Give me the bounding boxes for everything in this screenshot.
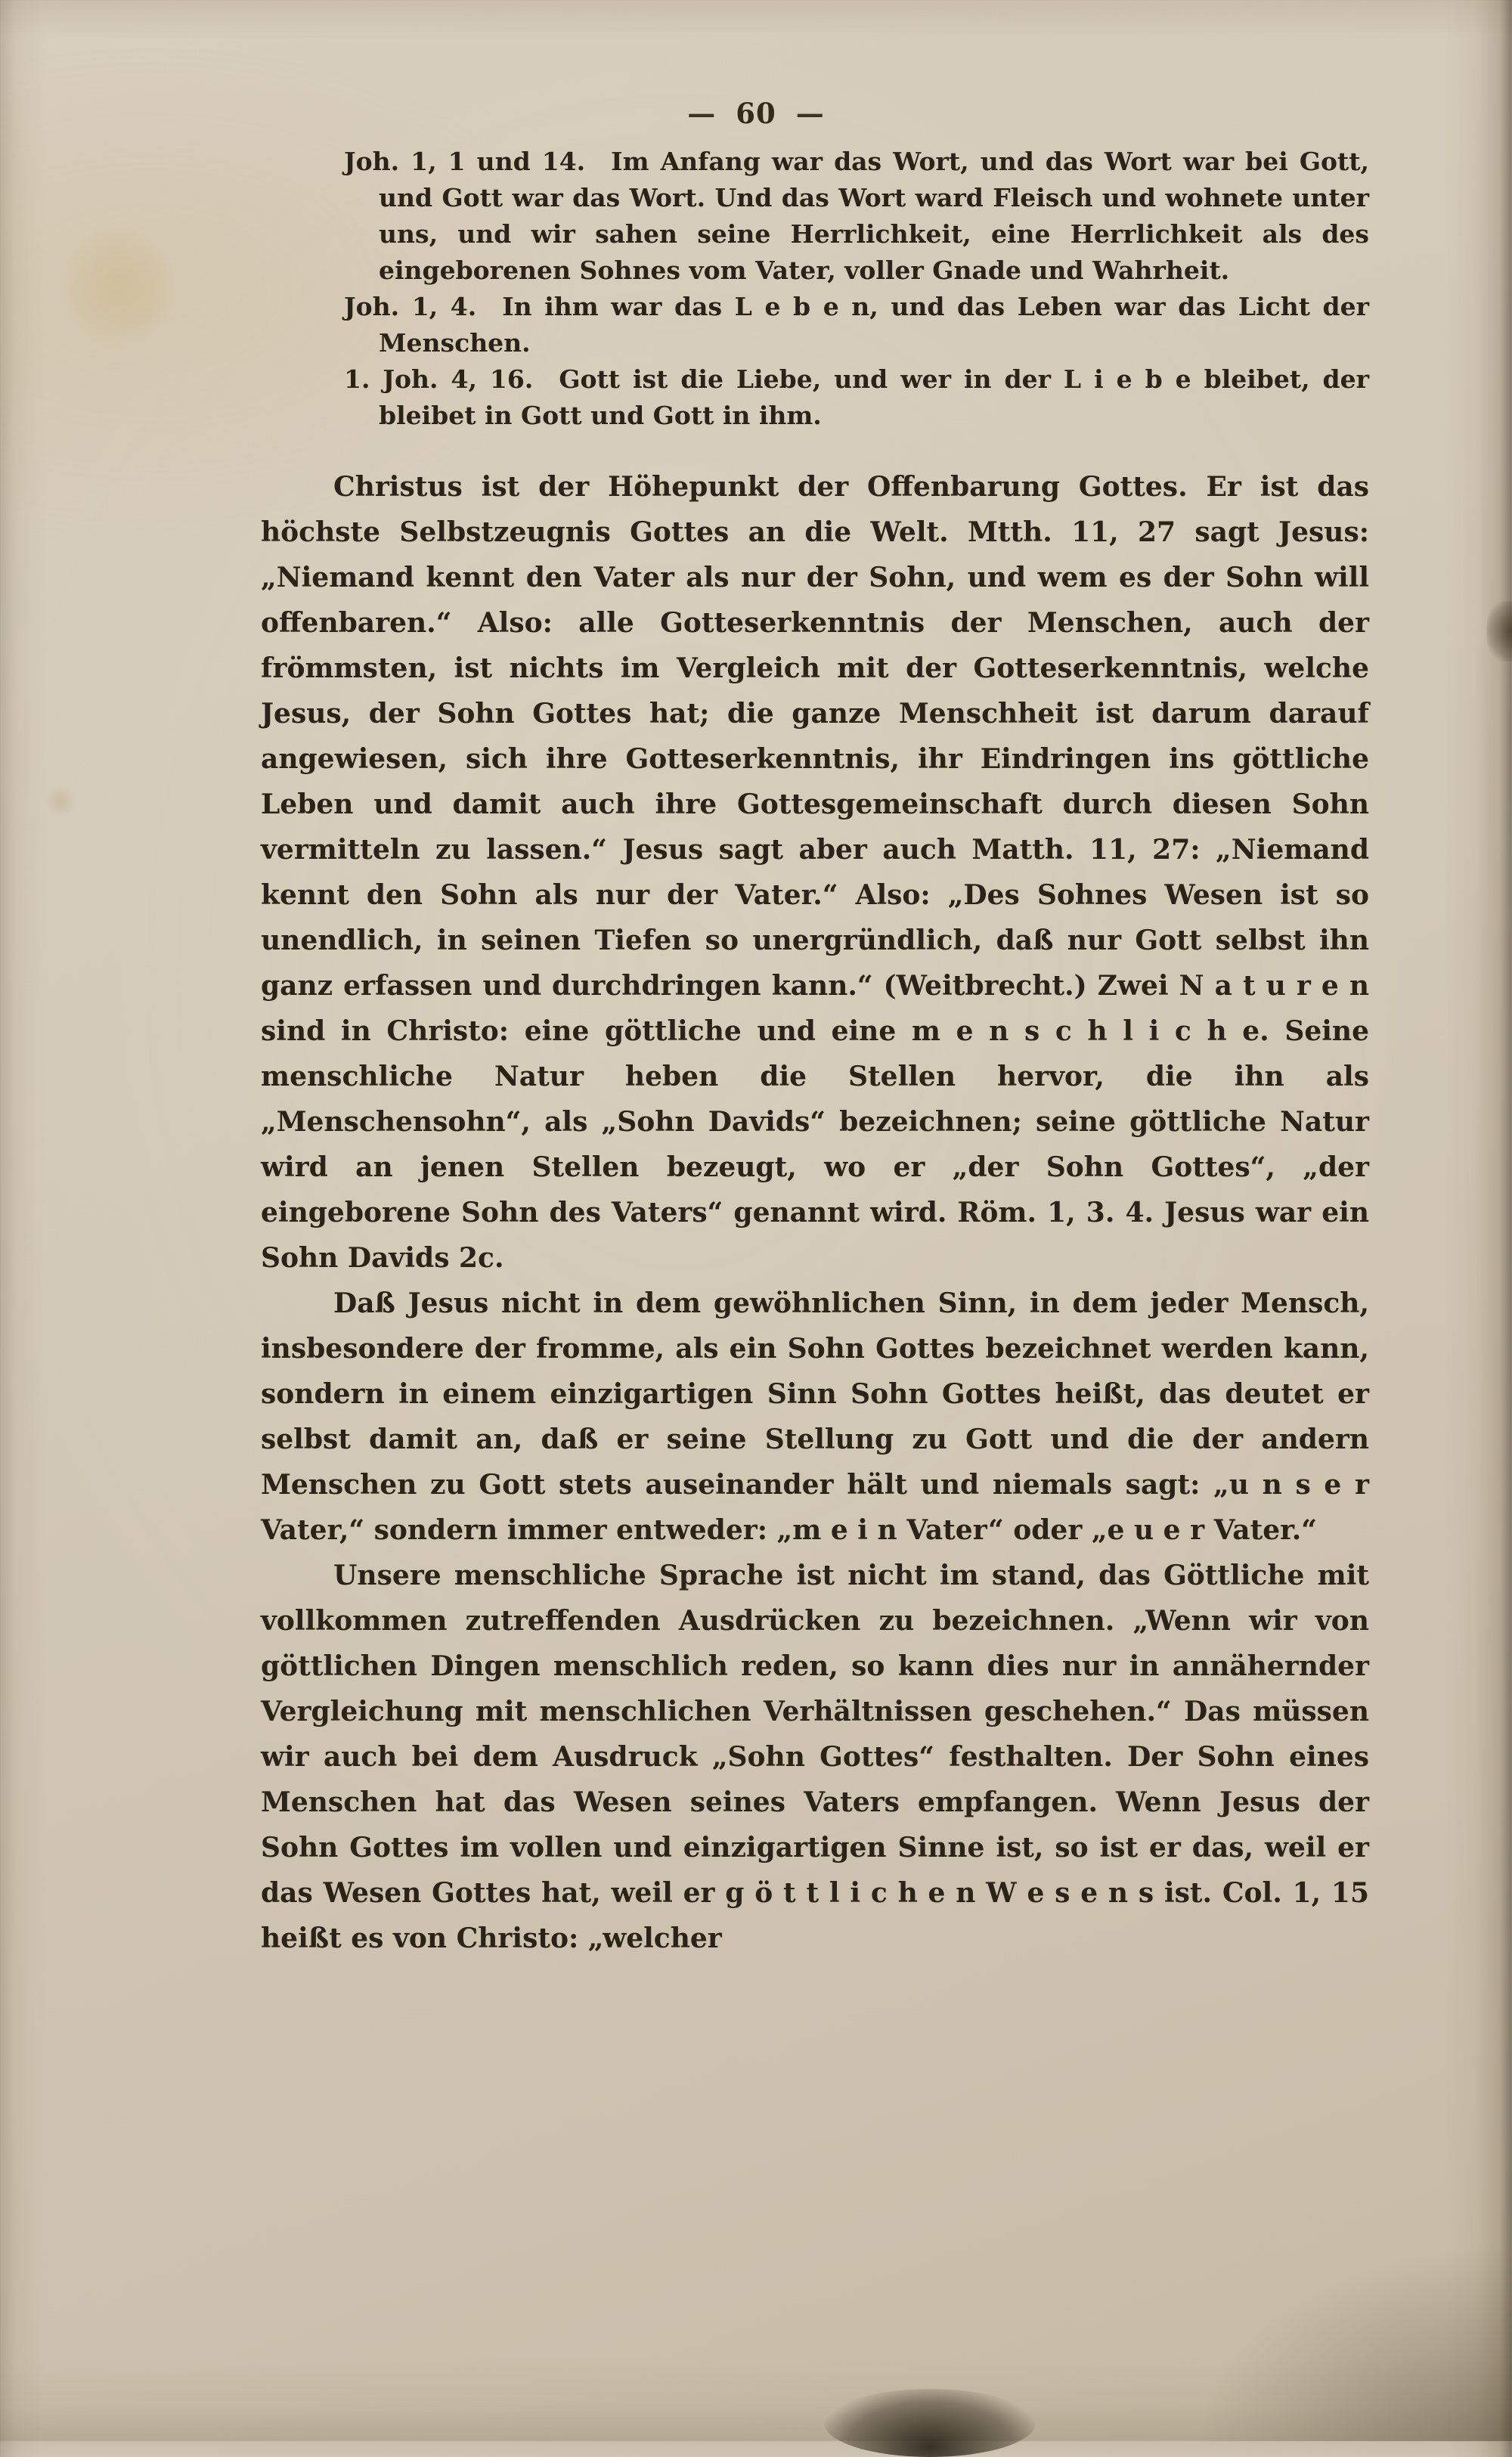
page-number-rule-left: — (687, 97, 717, 130)
citation-text: Gott ist die Liebe, und wer in der L i e b e bleibet, der bleibet in Gott und Gott in ihm. (379, 364, 1369, 430)
page-number-value: 60 (736, 97, 776, 130)
body-text (261, 464, 1369, 1961)
paragraph-einzigartiger-sinn: Daß Jesus nicht in dem gewöhnlichen Sinn, in dem jeder Mensch, insbesondere der fromme, als ein Sohn Gottes bezeichnet werden kann, sondern in einem einzigartigen Sinn Sohn Gottes heißt, das deutet er selbst damit an, daß er seine Stellung zu Gott und die der andern Menschen zu Gott stets auseinander hält und niemals sagt: „u n s e r Vater,“ sondern immer entweder: „m e i n Vater“ oder „e u e r Vater.“ (261, 1287, 1369, 1546)
paper-fleck (45, 786, 76, 816)
citation-joh-1-1 (344, 144, 1369, 289)
paragraph-christus-hoehepunkt: Christus ist der Höhepunkt der Offenbarung Gottes. Er ist das höchste Selbstzeugnis Gottes an die Welt. Mtth. 11, 27 sagt Jesus: „Niemand kennt den Vater als nur der Sohn, und wem es der Sohn will offenbaren.“ Also: alle Gotteserkenntnis der Menschen, auch der frömmsten, ist nichts im Vergleich mit der Gotteserkenntnis, welche Jesus, der Sohn Gottes hat; die ganze Menschheit ist darum darauf angewiesen, sich ihre Gotteserkenntnis, ihr Eindringen ins göttliche Leben und damit auch ihre Gottesgemeinschaft durch diesen Sohn vermitteln zu lassen.“ Jesus sagt aber auch Matth. 11, 27: „Niemand kennt den Sohn als nur der Vater.“ Also: „Des Sohnes Wesen ist so unendlich, in seinen Tiefen so unergründlich, daß nur Gott selbst ihn ganz erfassen und durchdringen kann.“ (Weitbrecht.) Zwei N a t u r e n sind in Christo: eine göttliche und eine m e n s c h l i c h e. Seine menschliche Natur heben die Stellen hervor, die ihn als „Menschensohn“, als „Sohn Davids“ bezeichnen; seine göttliche Natur wird an jenen Stellen bezeugt, wo er „der Sohn Gottes“, „der eingeborene Sohn des Vaters“ genannt wird. Röm. 1, 3. 4. Jesus war ein Sohn Davids 2c. (261, 471, 1369, 1274)
corner-shadow (1194, 2245, 1512, 2441)
page-number (0, 97, 1512, 130)
paper-stain (60, 227, 174, 348)
citation-ref: Joh. 1, 1 und 14. (344, 147, 586, 176)
citation-text: In ihm war das L e b e n, und das Leben war das Licht der Menschen. (379, 292, 1370, 358)
page-edge-spot (1486, 601, 1512, 662)
citation-ref: 1. Joh. 4, 16. (344, 364, 534, 394)
citation-1-joh-4-16 (344, 361, 1369, 434)
ink-smudge (824, 2389, 1036, 2457)
page-number-rule-right: — (795, 97, 825, 130)
citation-text: Im Anfang war das Wort, und das Wort war bei Gott, und Gott war das Wort. Und das Wort ward Fleisch und wohnete unter uns, und wir sahen seine Herrlichkeit, eine Herrlichkeit als des eingeborenen Sohnes vom Vater, voller Gnade und Wahrheit. (379, 147, 1369, 285)
citation-joh-1-4 (344, 289, 1369, 361)
paragraph-menschliche-sprache: Unsere menschliche Sprache ist nicht im stand, das Göttliche mit vollkommen zutreffenden Ausdrücken zu bezeichnen. „Wenn wir von göttlichen Dingen menschlich reden, so kann dies nur in annähernder Vergleichung mit menschlichen Verhältnissen geschehen.“ Das müssen wir auch bei dem Ausdruck „Sohn Gottes“ festhalten. Der Sohn eines Menschen hat das Wesen seines Vaters empfangen. Wenn Jesus der Sohn Gottes im vollen und einzigartigen Sinne ist, so ist er das, weil er das Wesen Gottes hat, weil er g ö t t l i c h e n W e s e n s ist. Col. 1, 15 heißt es von Christo: „welcher (261, 1560, 1369, 1954)
citation-ref: Joh. 1, 4. (344, 292, 477, 321)
scripture-citations (344, 144, 1369, 434)
